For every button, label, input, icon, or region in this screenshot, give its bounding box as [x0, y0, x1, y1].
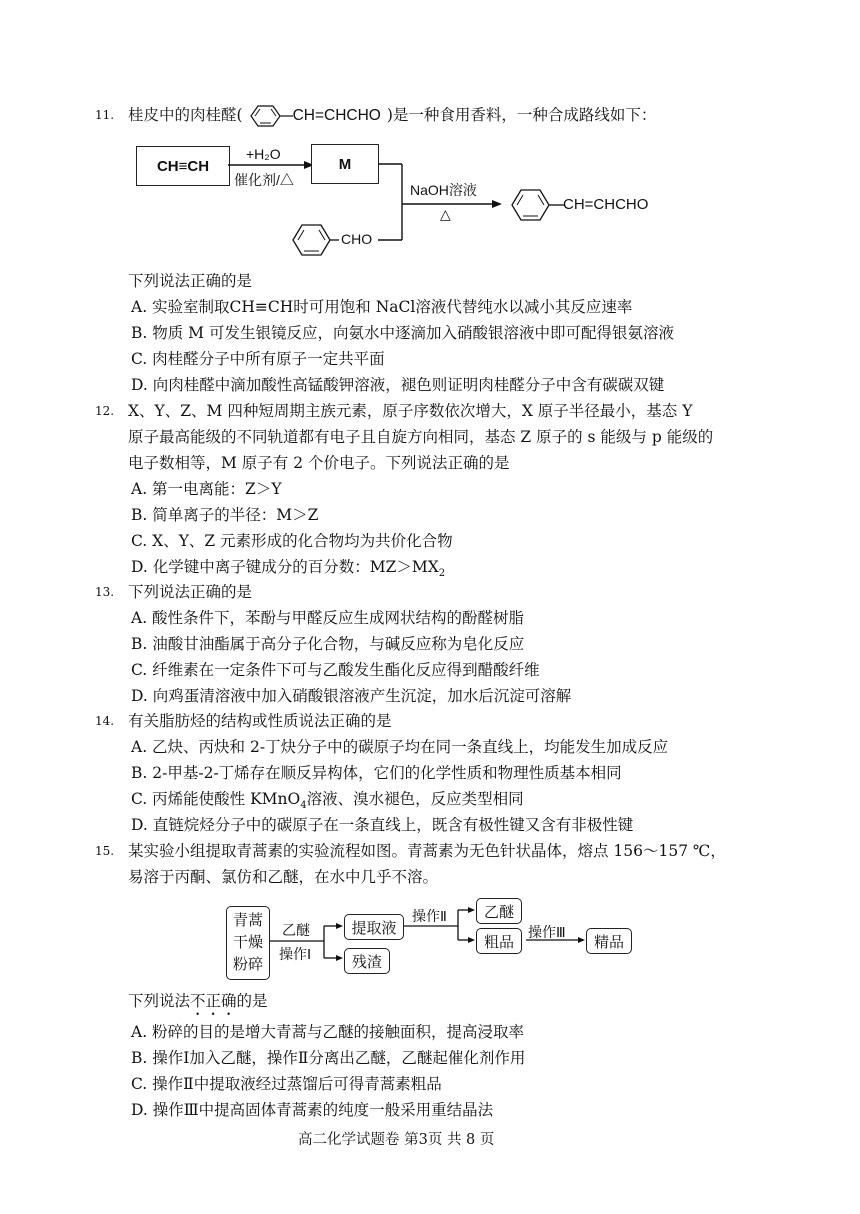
option-c: C. 纤维素在一定条件下可与乙酸发生酯化反应得到醋酸纤维	[131, 661, 540, 679]
product-ring-icon	[508, 185, 566, 225]
source-box	[226, 906, 270, 980]
product-label: CH=CHCHO	[563, 196, 649, 213]
option-b: B. 物质 M 可发生银镜反应，向氨水中逐滴加入硝酸银溶液中即可配得银氨溶液	[131, 324, 674, 342]
reagent-water: +H₂O	[246, 146, 281, 162]
option-b: B. 油酸甘油酯属于高分子化合物，与碱反应称为皂化反应	[131, 635, 525, 653]
question-number: 11.	[95, 108, 115, 122]
option-b: B. 操作Ⅰ加入乙醚，操作Ⅱ分离出乙醚，乙醚起催化剂作用	[131, 1049, 526, 1067]
ether-label: 乙醚	[282, 922, 310, 938]
source-line: 粉碎	[232, 956, 263, 973]
residue-box	[344, 948, 390, 974]
acetylene-label: CH≡CH	[156, 157, 210, 175]
page-footer: 高二化学试题卷 第3页 共 8 页	[298, 1132, 495, 1148]
option-c: C. 操作Ⅱ中提取液经过蒸馏后可得青蒿素粗品	[131, 1075, 442, 1093]
extract-box	[344, 914, 404, 940]
question-stem-line: 易溶于丙酮、氯仿和乙醚，在水中几乎不溶。	[128, 868, 439, 886]
reagent-catalyst: 催化剂/△	[234, 172, 294, 188]
option-b: B. 简单离子的半径：M＞Z	[131, 506, 319, 524]
heat-label: △	[440, 206, 451, 222]
op2-label: 操作Ⅱ	[412, 908, 447, 924]
question-prompt: 下列说法正确的是	[128, 272, 253, 290]
option-d-text: D. 化学键中离子键成分的百分数：MZ＞MX	[131, 558, 439, 576]
stem-text: )是一种食用香料，一种合成路线如下：	[386, 106, 657, 124]
flow-lines	[270, 904, 630, 984]
residue-label: 残渣	[351, 953, 382, 971]
m-label: M	[338, 155, 352, 173]
option-c	[131, 788, 524, 817]
option-a: A. 乙炔、丙炔和 2-丁炔分子中的碳原子均在同一条直线上，均能发生加成反应	[131, 738, 669, 756]
prompt-text: 的是	[236, 992, 268, 1010]
option-d: D. 向肉桂醛中滴加酸性高锰酸钾溶液，褪色则证明肉桂醛分子中含有碳碳双键	[131, 376, 665, 394]
ether-out-label: 乙醚	[483, 903, 514, 921]
op1-label: 操作Ⅰ	[279, 946, 312, 962]
option-a: A. 粉碎的目的是增大青蒿与乙醚的接触面积，提高浸取率	[131, 1023, 525, 1041]
stem-substituent: CH=CHCHO	[292, 107, 381, 124]
subscript: 4	[300, 800, 307, 812]
acetylene-box	[136, 146, 230, 186]
m-box	[311, 144, 379, 184]
pure-box	[586, 928, 632, 954]
question-stem-line: 电子数相等，M 原子有 2 个价电子。下列说法正确的是	[128, 454, 510, 472]
option-c: C. 肉桂醛分子中所有原子一定共平面	[131, 350, 385, 368]
option-c-text-post: 溶液、溴水褪色，反应类型相同	[306, 790, 524, 808]
source-line: 干燥	[232, 934, 263, 951]
option-b: B. 2-甲基-2-丁烯存在顺反异构体，它们的化学性质和物理性质基本相同	[131, 764, 622, 782]
pure-label: 精品	[593, 933, 624, 951]
question-stem-line: 原子最高能级的不同轨道都有电子且自旋方向相同，基态 Z 原子的 s 能级与 p 能级的	[128, 428, 714, 446]
subscript: 2	[438, 568, 446, 580]
prompt-text: 下列说法	[128, 992, 191, 1010]
question-stem: 下列说法正确的是	[128, 583, 253, 601]
option-c-text: C. 丙烯能使酸性 KMnO	[131, 790, 301, 808]
option-a: A. 第一电离能：Z＞Y	[131, 480, 282, 498]
question-stem	[128, 104, 656, 127]
benzaldehyde-ring-icon	[289, 220, 339, 260]
arrow-to-m	[228, 160, 318, 170]
question-number: 15.	[95, 844, 115, 858]
question-stem: 有关脂肪烃的结构或性质说法正确的是	[128, 712, 392, 730]
crude-label: 粗品	[483, 933, 514, 951]
question-number: 14.	[95, 714, 115, 728]
naoh-label: NaOH溶液	[410, 182, 477, 198]
option-d: D. 向鸡蛋清溶液中加入硝酸银溶液产生沉淀，加水后沉淀可溶解	[131, 687, 572, 705]
option-a: A. 酸性条件下，苯酚与甲醛反应生成网状结构的酚醛树脂	[131, 609, 525, 627]
crude-box	[476, 928, 522, 954]
aldehyde-label: CHO	[341, 231, 373, 247]
op3-label: 操作Ⅲ	[528, 924, 566, 940]
extract-label: 提取液	[351, 919, 397, 937]
emphasized-text: 不正确	[190, 992, 237, 1010]
question-stem-line: 某实验小组提取青蒿素的实验流程如图。青蒿素为无色针状晶体，熔点 156～157 ℃，	[128, 842, 726, 860]
question-prompt	[128, 990, 268, 1019]
ether-out-box	[476, 898, 522, 924]
option-a: A. 实验室制取CH≡CH时可用饱和 NaCl溶液代替纯水以减小其反应速率	[131, 298, 633, 316]
source-line: 青蒿	[232, 912, 263, 929]
question-number: 12.	[95, 404, 115, 418]
question-number: 13.	[95, 585, 115, 599]
question-stem-line: X、Y、Z、M 四种短周期主族元素，原子序数依次增大，X 原子半径最小，基态 Y	[128, 402, 693, 420]
stem-text: 桂皮中的肉桂醛(	[128, 106, 243, 124]
option-c: C. X、Y、Z 元素形成的化合物均为共价化合物	[131, 532, 453, 550]
benzene-ring-icon	[243, 106, 293, 126]
option-d: D. 操作Ⅲ中提高固体青蒿素的纯度一般采用重结晶法	[131, 1101, 494, 1119]
option-d: D. 直链烷烃分子中的碳原子在一条直线上，既含有极性键又含有非极性键	[131, 816, 634, 834]
